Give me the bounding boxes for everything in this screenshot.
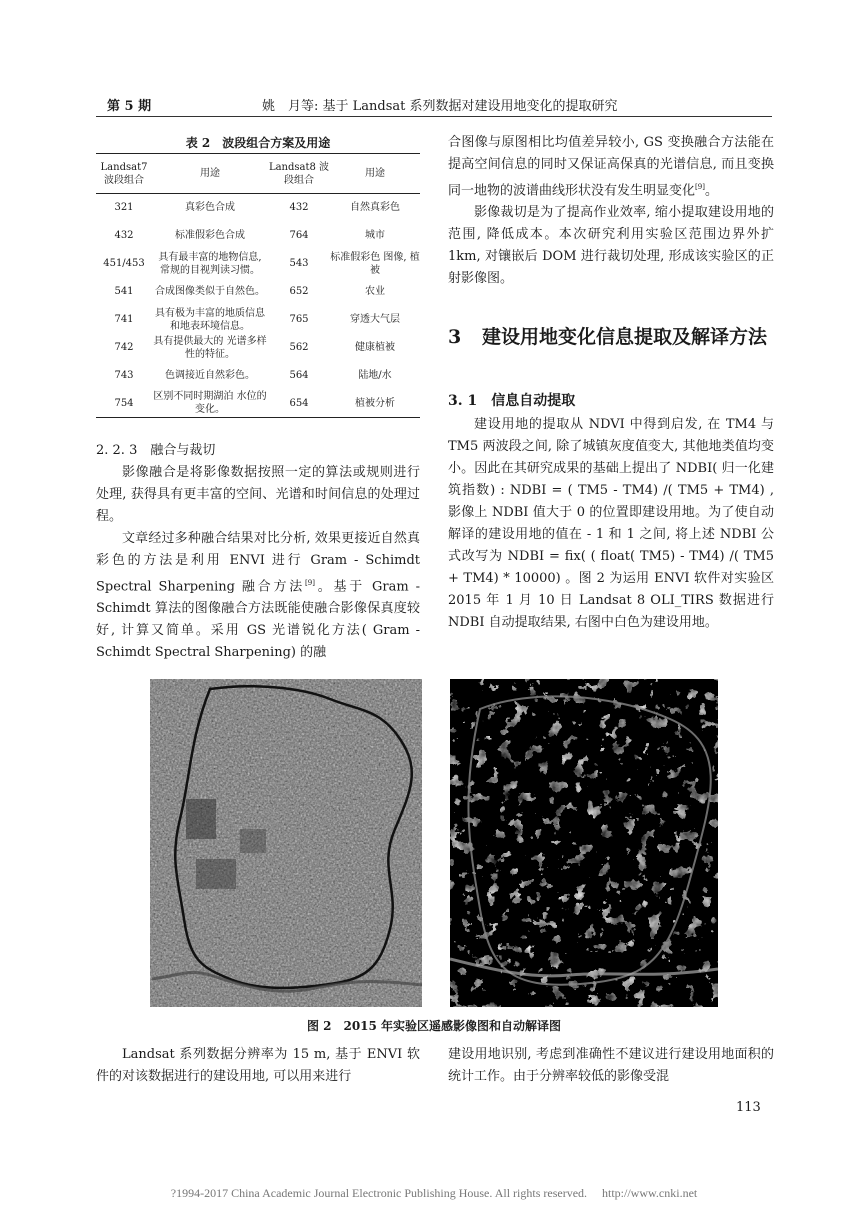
table-cell: 区别不同时期湖泊 水位的变化。 bbox=[153, 391, 267, 416]
table-cell: 陆地/水 bbox=[358, 370, 392, 381]
paragraph-resolution: Landsat 系列数据分辨率为 15 m, 基于 ENVI 软件的对该数据进行的建设用地, 可以用来进行 bbox=[96, 1047, 420, 1084]
paragraph-ndbi: 建设用地的提取从 NDVI 中得到启发, 在 TM4 与 TM5 两波段之间, 除了城镇灰度值变大, 其他地类值均变小。因此在其研究成果的基础上提出了 NDBI( 归一化建筑指数) : NDBI = ( TM5 - TM4) /( TM5 + TM4) , 影像上 NDBI 值大于 0 的位置即建设用地。为了使自动解译的建设用地的值在 - 1 和 1 之间, 将上述 NDBI 公式改写为 NDBI = fix( ( float( TM5) - TM4) /( TM5 + TM4) * 10000) 。图 2 为运用 ENVI 软件对实验区 2015 年 1 月 10 日 Landsat 8 OLI_TIRS 数据进行 NDBI 自动提取结果, 右图中白色为建设用地。 bbox=[448, 417, 774, 630]
table-cell: 合成图像类似于自然色。 bbox=[155, 286, 265, 297]
table-caption: 表 2 波段组合方案及用途 bbox=[185, 136, 331, 150]
header-rule bbox=[96, 116, 772, 117]
section-number: 3 bbox=[448, 326, 462, 348]
table-row bbox=[96, 250, 420, 278]
text-run: 。基于 Gram - Schimdt 算法的图像融合方法既能使融合影像保真度较好, 计算又简单。采用 GS 光谱锐化方法( Gram - Schimdt Spectral Sharpening) 的融 bbox=[96, 579, 420, 661]
running-title: 姚 月等: 基于 Landsat 系列数据对建设用地变化的提取研究 bbox=[262, 99, 618, 114]
table-row bbox=[96, 194, 420, 222]
table-cell: 741 bbox=[114, 314, 134, 325]
text-run: 。 bbox=[704, 183, 718, 199]
table-row bbox=[96, 222, 420, 250]
remote-sensing-image bbox=[150, 679, 422, 1007]
table-cell: 562 bbox=[289, 342, 309, 353]
table-cell: 764 bbox=[289, 230, 309, 241]
table-cell: 自然真彩色 bbox=[350, 202, 400, 214]
table-cell: 743 bbox=[114, 370, 134, 381]
section-heading-3 bbox=[448, 324, 774, 350]
table-cell: 543 bbox=[289, 258, 309, 269]
table-cell: 321 bbox=[114, 202, 134, 214]
table-cell: 432 bbox=[289, 202, 309, 214]
table-row bbox=[96, 306, 420, 334]
copyright-footer: ?1994-2017 China Academic Journal Electronic Publishing House. All rights reserved. http://www.cnki.net bbox=[170, 1186, 698, 1200]
table-header-row bbox=[96, 154, 420, 194]
table-cell: 具有极为丰富的地质信息 和地表环境信息。 bbox=[155, 307, 265, 332]
section-title: 建设用地变化信息提取及解译方法 bbox=[482, 326, 768, 348]
text-run: 文章经过多种融合结果对比分析, 效果更接近自然真彩色的方法是利用 ENVI 进行 Gram - Schimdt Spectral Sharpening 融合方法 bbox=[96, 531, 420, 595]
subsection-heading-2-2-3: 2. 2. 3 融合与裁切 bbox=[96, 443, 216, 458]
table-row bbox=[96, 278, 420, 306]
table-cell: 765 bbox=[289, 314, 309, 325]
band-combination-table bbox=[96, 153, 420, 418]
table-cell: 652 bbox=[289, 286, 309, 297]
table-cell: 健康植被 bbox=[355, 342, 395, 353]
table-header-cell: 用途 bbox=[365, 168, 385, 179]
table-header-cell: Landsat8 波段组合 bbox=[268, 161, 330, 186]
table-cell: 564 bbox=[289, 370, 309, 381]
page-number: 113 bbox=[736, 1100, 761, 1115]
right-column-top bbox=[448, 132, 774, 290]
table-cell: 色调接近自然彩色。 bbox=[165, 370, 255, 381]
table-cell: 真彩色合成 bbox=[185, 202, 235, 214]
citation-ref: [9] bbox=[695, 183, 705, 191]
paragraph-mixed-pixel: 建设用地识别, 考虑到准确性不建议进行建设用地面积的统计工作。由于分辨率较低的影像受混 bbox=[448, 1047, 774, 1084]
journal-issue: 第 5 期 bbox=[107, 99, 152, 114]
table-row bbox=[96, 390, 420, 418]
table-row bbox=[96, 334, 420, 362]
table-cell: 具有最丰富的地物信息, 常规的目视判读习惯。 bbox=[158, 251, 262, 276]
paragraph-image-clipping: 影像裁切是为了提高作业效率, 缩小提取建设用地的范围, 降低成本。本次研究利用实验区范围边界外扩 1km, 对镶嵌后 DOM 进行裁切处理, 形成该实验区的正射影像图。 bbox=[448, 205, 774, 287]
table-cell: 451/453 bbox=[103, 258, 145, 269]
table-header-cell: Landsat7 波段组合 bbox=[100, 161, 148, 186]
table-cell: 穿透大气层 bbox=[350, 314, 400, 325]
paragraph-gs-transform bbox=[448, 132, 774, 202]
paragraph-fusion-method bbox=[96, 528, 420, 664]
table-cell: 541 bbox=[114, 286, 134, 297]
citation-ref: [9] bbox=[305, 579, 315, 587]
table-header-cell: 用途 bbox=[200, 168, 220, 179]
figure-caption: 图 2 2015 年实验区遥感影像图和自动解译图 bbox=[306, 1019, 562, 1033]
subsection-heading-3-1: 3. 1 信息自动提取 bbox=[448, 393, 576, 409]
table-cell: 植被分析 bbox=[355, 397, 395, 409]
table-cell: 具有提供最大的 光谱多样性的特征。 bbox=[153, 335, 267, 360]
table-row bbox=[96, 362, 420, 390]
paragraph-fusion-intro: 影像融合是将影像数据按照一定的算法或规则进行处理, 获得具有更丰富的空间、光谱和时间信息的处理过程。 bbox=[96, 465, 420, 524]
table-cell: 标准假彩色 图像, 植被 bbox=[330, 251, 420, 276]
ndbi-extraction-image bbox=[450, 679, 718, 1007]
table-cell: 432 bbox=[114, 230, 134, 241]
table-cell: 农业 bbox=[365, 286, 385, 297]
table-cell: 754 bbox=[114, 397, 134, 409]
table-cell: 城市 bbox=[365, 230, 385, 241]
text-run: 合图像与原图相比均值差异较小, GS 变换融合方法能在提高空间信息的同时又保证高保真的光谱信息, 而且变换同一地物的波谱曲线形状没有发生明显变化 bbox=[448, 135, 774, 199]
left-column bbox=[96, 440, 420, 664]
table-cell: 742 bbox=[114, 342, 134, 353]
table-cell: 标准假彩色合成 bbox=[175, 230, 245, 241]
table-cell: 654 bbox=[289, 397, 309, 409]
